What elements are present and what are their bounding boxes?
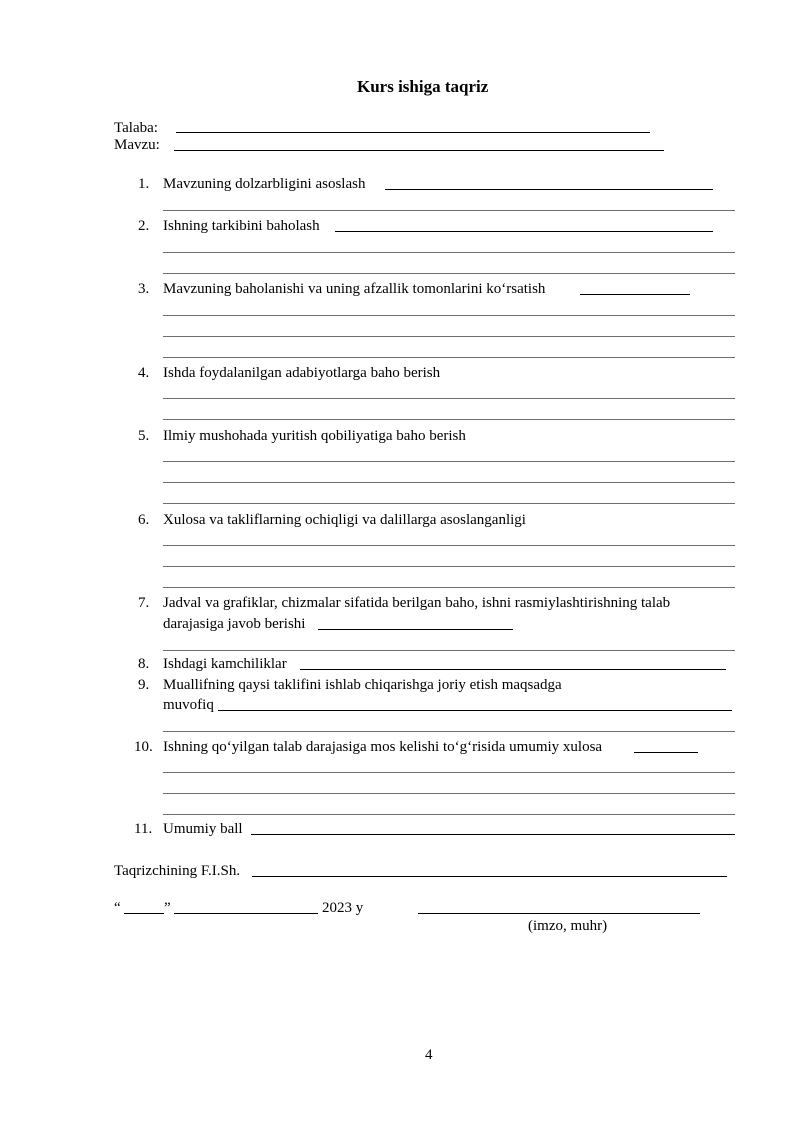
item-10-text: Ishning qo‘yilgan talab darajasiga mos kelishi to‘g‘risida umumiy xulosa (163, 739, 603, 755)
date-open-quote: “ (114, 900, 121, 916)
item-10-answer-line[interactable] (163, 772, 735, 773)
item-8-text: Ishdagi kamchiliklar (163, 656, 287, 672)
item-4-number: 4. (138, 365, 150, 381)
item-6-text: Xulosa va takliflarning ochiqligi va dalillarga asoslanganligi (163, 512, 526, 528)
item-1-text: Mavzuning dolzarbligini asoslash (163, 176, 366, 192)
item-10-answer-line[interactable] (163, 814, 735, 815)
item-1-number: 1. (138, 176, 150, 192)
item-6-answer-line[interactable] (163, 587, 735, 588)
item-2-answer-line[interactable] (163, 252, 735, 253)
page-title: Kurs ishiga taqriz (357, 77, 489, 96)
item-5-number: 5. (138, 428, 150, 444)
item-5-answer-line[interactable] (163, 503, 735, 504)
item-4-answer-line[interactable] (163, 398, 735, 399)
page-number: 4 (425, 1047, 433, 1063)
item-3-text: Mavzuning baholanishi va uning afzallik tomonlarini ko‘rsatish (163, 281, 546, 297)
item-7-text: Jadval va grafiklar, chizmalar sifatida berilgan baho, ishni rasmiylashtirishning talab (163, 595, 671, 611)
item-3-answer-line[interactable] (163, 336, 735, 337)
item-8-number: 8. (138, 656, 150, 672)
item-5-answer-line[interactable] (163, 482, 735, 483)
date-month-line[interactable] (174, 913, 318, 914)
reviewer-label: Taqrizchining F.I.Sh. (114, 863, 241, 879)
item-3-inline-line[interactable] (580, 294, 690, 295)
item-11-inline-line[interactable] (251, 834, 735, 835)
date-close-quote: ” (164, 900, 171, 916)
item-9-number: 9. (138, 677, 150, 693)
item-9-text-continued: muvofiq (163, 697, 214, 713)
item-2-inline-line[interactable] (335, 231, 713, 232)
item-2-number: 2. (138, 218, 150, 234)
item-7-inline-line[interactable] (318, 629, 513, 630)
item-7-number: 7. (138, 595, 150, 611)
date-day-line[interactable] (124, 913, 164, 914)
reviewer-name-line[interactable] (252, 876, 727, 877)
item-3-answer-line[interactable] (163, 315, 735, 316)
signature-caption: (imzo, muhr) (528, 918, 608, 934)
item-9-text: Muallifning qaysi taklifini ishlab chiqarishga joriy etish maqsadga (163, 677, 562, 693)
talaba-label: Talaba: (114, 120, 158, 136)
mavzu-line[interactable] (174, 150, 664, 151)
item-11-text: Umumiy ball (163, 821, 243, 837)
item-5-text: Ilmiy mushohada yuritish qobiliyatiga baho berish (163, 428, 466, 444)
item-4-answer-line[interactable] (163, 419, 735, 420)
item-10-answer-line[interactable] (163, 793, 735, 794)
item-9-inline-line[interactable] (218, 710, 732, 711)
item-2-text: Ishning tarkibini baholash (163, 218, 320, 234)
item-1-inline-line[interactable] (385, 189, 713, 190)
item-1-answer-line[interactable] (163, 210, 735, 211)
item-2-answer-line[interactable] (163, 273, 735, 274)
talaba-line[interactable] (176, 132, 650, 133)
item-7-answer-line[interactable] (163, 650, 735, 651)
item-3-answer-line[interactable] (163, 357, 735, 358)
item-6-answer-line[interactable] (163, 566, 735, 567)
date-year: 2023 y (322, 900, 364, 916)
item-4-text: Ishda foydalanilgan adabiyotlarga baho berish (163, 365, 441, 381)
item-8-inline-line[interactable] (300, 669, 726, 670)
signature-line[interactable] (418, 913, 700, 914)
item-6-answer-line[interactable] (163, 545, 735, 546)
item-7-text-continued: darajasiga javob berishi (163, 616, 306, 632)
item-9-answer-line[interactable] (163, 731, 735, 732)
item-3-number: 3. (138, 281, 150, 297)
item-10-inline-line[interactable] (634, 752, 698, 753)
item-11-number: 11. (134, 821, 153, 837)
item-10-number: 10. (134, 739, 153, 755)
item-5-answer-line[interactable] (163, 461, 735, 462)
item-6-number: 6. (138, 512, 150, 528)
mavzu-label: Mavzu: (114, 137, 160, 153)
